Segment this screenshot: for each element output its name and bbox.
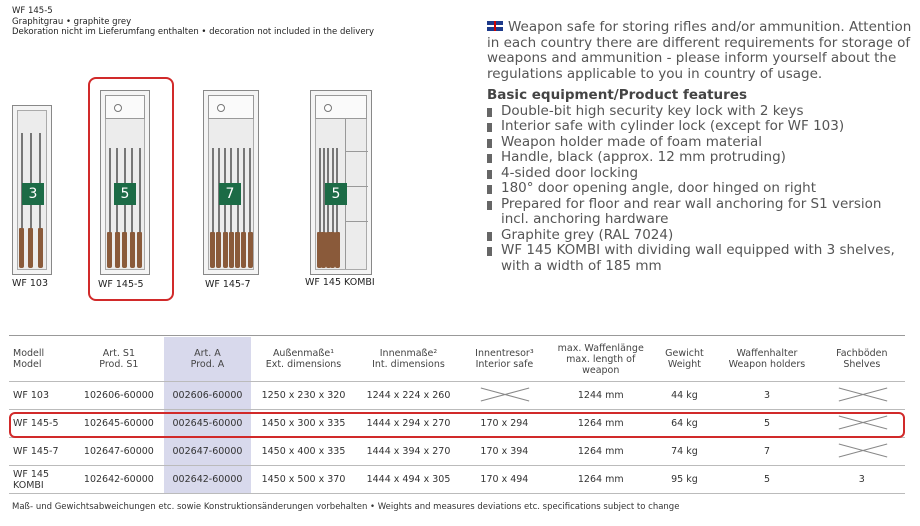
feature-item — [487, 166, 912, 182]
header-decoration: Dekoration nicht im Lieferumfang enthalten • decoration not included in the delivery — [12, 27, 375, 37]
safe-wf145-5-badge: 5 — [114, 183, 136, 205]
product-description — [487, 20, 912, 274]
column-header-de: Art. A — [194, 348, 221, 359]
column-header-en: Int. dimensions — [372, 359, 445, 370]
table-row — [9, 438, 905, 466]
feature-item — [487, 197, 912, 228]
interior-safe-compartment — [315, 95, 367, 119]
feature-item — [487, 119, 912, 135]
cell-int: 1444 x 294 x 270 — [356, 410, 461, 438]
feature-item — [487, 181, 912, 197]
column-header-en: max. length of weapon — [566, 353, 636, 376]
column-header-en: Prod. S1 — [99, 359, 139, 370]
feature-text: Graphite grey (RAL 7024) — [501, 226, 674, 243]
rifle-icon — [322, 148, 325, 268]
column-header-de: Art. S1 — [102, 348, 135, 359]
bullet-icon — [487, 108, 492, 117]
cell-s1: 102647-60000 — [74, 438, 164, 466]
rifle-icon — [230, 148, 233, 268]
column-header-en: Interior safe — [475, 359, 534, 370]
cell-len: 1264 mm — [548, 466, 654, 494]
cell-safe: 170 x 494 — [461, 466, 548, 494]
column-header — [74, 337, 164, 382]
cell-a: 002642-60000 — [164, 466, 251, 494]
cell-ext: 1250 x 230 x 320 — [251, 382, 356, 410]
cell-holders: 5 — [715, 466, 818, 494]
feature-item — [487, 150, 912, 166]
column-header — [164, 337, 251, 382]
column-header-en: Prod. A — [190, 359, 225, 370]
column-header-de: Innenmaße² — [379, 348, 438, 359]
cell-len: 1244 mm — [548, 382, 654, 410]
feature-text: 180° door opening angle, door hinged on right — [501, 180, 816, 196]
safes-illustration — [0, 60, 470, 310]
feature-item — [487, 243, 912, 274]
safe-wf145-5-label: WF 145-5 — [98, 279, 144, 290]
shelf — [346, 221, 368, 222]
cell-len: 1264 mm — [548, 438, 654, 466]
cell-holders: 3 — [715, 382, 818, 410]
shelf — [346, 186, 368, 187]
keyhole-icon — [217, 104, 225, 112]
cell-ext: 1450 x 300 x 335 — [251, 410, 356, 438]
safe-wf145-7-badge: 7 — [219, 183, 241, 205]
feature-text: Double-bit high security key lock with 2 keys — [501, 102, 804, 119]
cell-shelves — [819, 382, 905, 410]
column-header-en: Shelves — [843, 359, 881, 370]
column-header-de: Gewicht — [665, 348, 704, 359]
cell-a: 002647-60000 — [164, 438, 251, 466]
feature-text: WF 145 KOMBI with dividing wall equipped with 3 shelves, with a width of 185 mm — [501, 242, 895, 274]
column-header-en: Weight — [667, 359, 701, 370]
header-model: WF 145-5 — [12, 6, 53, 16]
feature-text: Prepared for floor and rear wall anchoring for S1 version incl. anchoring hardware — [501, 195, 882, 227]
bullet-icon — [487, 123, 492, 132]
column-header — [819, 337, 905, 382]
table-body — [9, 382, 905, 494]
column-header — [356, 337, 461, 382]
bullet-icon — [487, 232, 492, 241]
cell-shelves — [819, 438, 905, 466]
rifle-icon — [249, 148, 252, 268]
safe-wf145-7-label: WF 145-7 — [205, 279, 251, 290]
cell-ext: 1450 x 500 x 370 — [251, 466, 356, 494]
bullet-icon — [487, 154, 492, 163]
not-applicable-icon — [838, 387, 886, 401]
features-list — [487, 104, 912, 275]
column-header-de: Außenmaße¹ — [272, 348, 335, 359]
rifle-icon — [331, 148, 334, 268]
cell-model: WF 145 KOMBI — [9, 466, 74, 494]
shelf — [346, 151, 368, 152]
bullet-icon — [487, 201, 492, 210]
column-header — [715, 337, 818, 382]
rifle-icon — [236, 148, 239, 268]
bullet-icon — [487, 139, 492, 148]
column-header-en: Ext. dimensions — [265, 359, 342, 370]
column-header-de: max. Waffenlänge — [557, 342, 644, 354]
table-row — [9, 410, 905, 438]
column-header — [9, 337, 74, 382]
cell-holders: 5 — [715, 410, 818, 438]
not-applicable-icon — [838, 443, 886, 457]
rifle-icon — [336, 148, 339, 268]
feature-item — [487, 104, 912, 120]
specs-table — [9, 337, 905, 494]
not-applicable-icon — [838, 415, 886, 429]
column-header — [654, 337, 716, 382]
footer-note: Maß- und Gewichtsabweichungen etc. sowie Konstruktionsänderungen vorbehalten • Weights and measures deviations etc. specifications subject to change — [12, 502, 680, 512]
interior-safe-compartment — [208, 95, 254, 119]
cell-ext: 1450 x 400 x 335 — [251, 438, 356, 466]
cell-a: 002606-60000 — [164, 382, 251, 410]
column-header-de: Modell — [13, 348, 45, 359]
column-header-en: Weapon holders — [728, 359, 806, 370]
cell-safe: 170 x 294 — [461, 410, 548, 438]
description-intro — [487, 20, 912, 82]
cell-model: WF 103 — [9, 382, 74, 410]
cell-s1: 102645-60000 — [74, 410, 164, 438]
column-header-en: Model — [13, 359, 42, 370]
rifle-icon — [211, 148, 214, 268]
column-header — [251, 337, 356, 382]
cell-safe — [461, 382, 548, 410]
table-header-row — [9, 337, 905, 382]
safe-wf103-label: WF 103 — [12, 278, 49, 289]
safe-wf145-kombi-label: WF 145 KOMBI — [305, 277, 375, 288]
product-header — [12, 6, 374, 38]
feature-text: 4-sided door locking — [501, 164, 639, 181]
uk-flag-icon — [487, 21, 503, 31]
cell-a: 002645-60000 — [164, 410, 251, 438]
cell-model: WF 145-7 — [9, 438, 74, 466]
header-color: Graphitgrau • graphite grey — [12, 16, 132, 27]
column-header-de: Fachböden — [836, 348, 888, 359]
features-heading: Basic equipment/Product features — [487, 87, 748, 103]
description-intro-text: Weapon safe for storing rifles and/or ammunition. Attention in each country there are different requirements for storage of weapons and ammunition - please inform yourself about the regulations applicable to you in country of usage. — [487, 19, 912, 82]
specs-table-wrapper — [9, 337, 905, 494]
cell-weight: 74 kg — [654, 438, 716, 466]
cell-model: WF 145-5 — [9, 410, 74, 438]
table-row — [9, 466, 905, 494]
column-header-de: Waffenhalter — [736, 348, 798, 359]
cell-weight: 64 kg — [654, 410, 716, 438]
table-top-rule — [9, 335, 905, 336]
safe-wf103-badge: 3 — [22, 183, 44, 205]
feature-item — [487, 228, 912, 244]
cell-weight: 44 kg — [654, 382, 716, 410]
feature-text: Handle, black (approx. 12 mm protruding) — [501, 149, 786, 165]
highlight-frame — [88, 77, 174, 301]
rifle-icon — [217, 148, 220, 268]
bullet-icon — [487, 247, 492, 256]
column-header — [548, 337, 654, 382]
keyhole-icon — [324, 104, 332, 112]
bullet-icon — [487, 185, 492, 194]
cell-int: 1244 x 224 x 260 — [356, 382, 461, 410]
cell-shelves — [819, 410, 905, 438]
cell-holders: 7 — [715, 438, 818, 466]
safe-wf145-kombi-badge: 5 — [325, 183, 347, 205]
cell-int: 1444 x 394 x 270 — [356, 438, 461, 466]
cell-weight: 95 kg — [654, 466, 716, 494]
feature-text: Weapon holder made of foam material — [501, 133, 763, 150]
cell-shelves: 3 — [819, 466, 905, 494]
cell-s1: 102642-60000 — [74, 466, 164, 494]
feature-item — [487, 135, 912, 151]
cell-safe: 170 x 394 — [461, 438, 548, 466]
not-applicable-icon — [480, 387, 528, 401]
bullet-icon — [487, 170, 492, 179]
feature-text: Interior safe with cylinder lock (except for WF 103) — [501, 118, 845, 134]
column-header-de: Innentresor³ — [475, 348, 534, 359]
cell-s1: 102606-60000 — [74, 382, 164, 410]
cell-int: 1444 x 494 x 305 — [356, 466, 461, 494]
cell-len: 1264 mm — [548, 410, 654, 438]
table-row — [9, 382, 905, 410]
column-header — [461, 337, 548, 382]
rifle-icon — [242, 148, 245, 268]
rifle-icon — [224, 148, 227, 268]
